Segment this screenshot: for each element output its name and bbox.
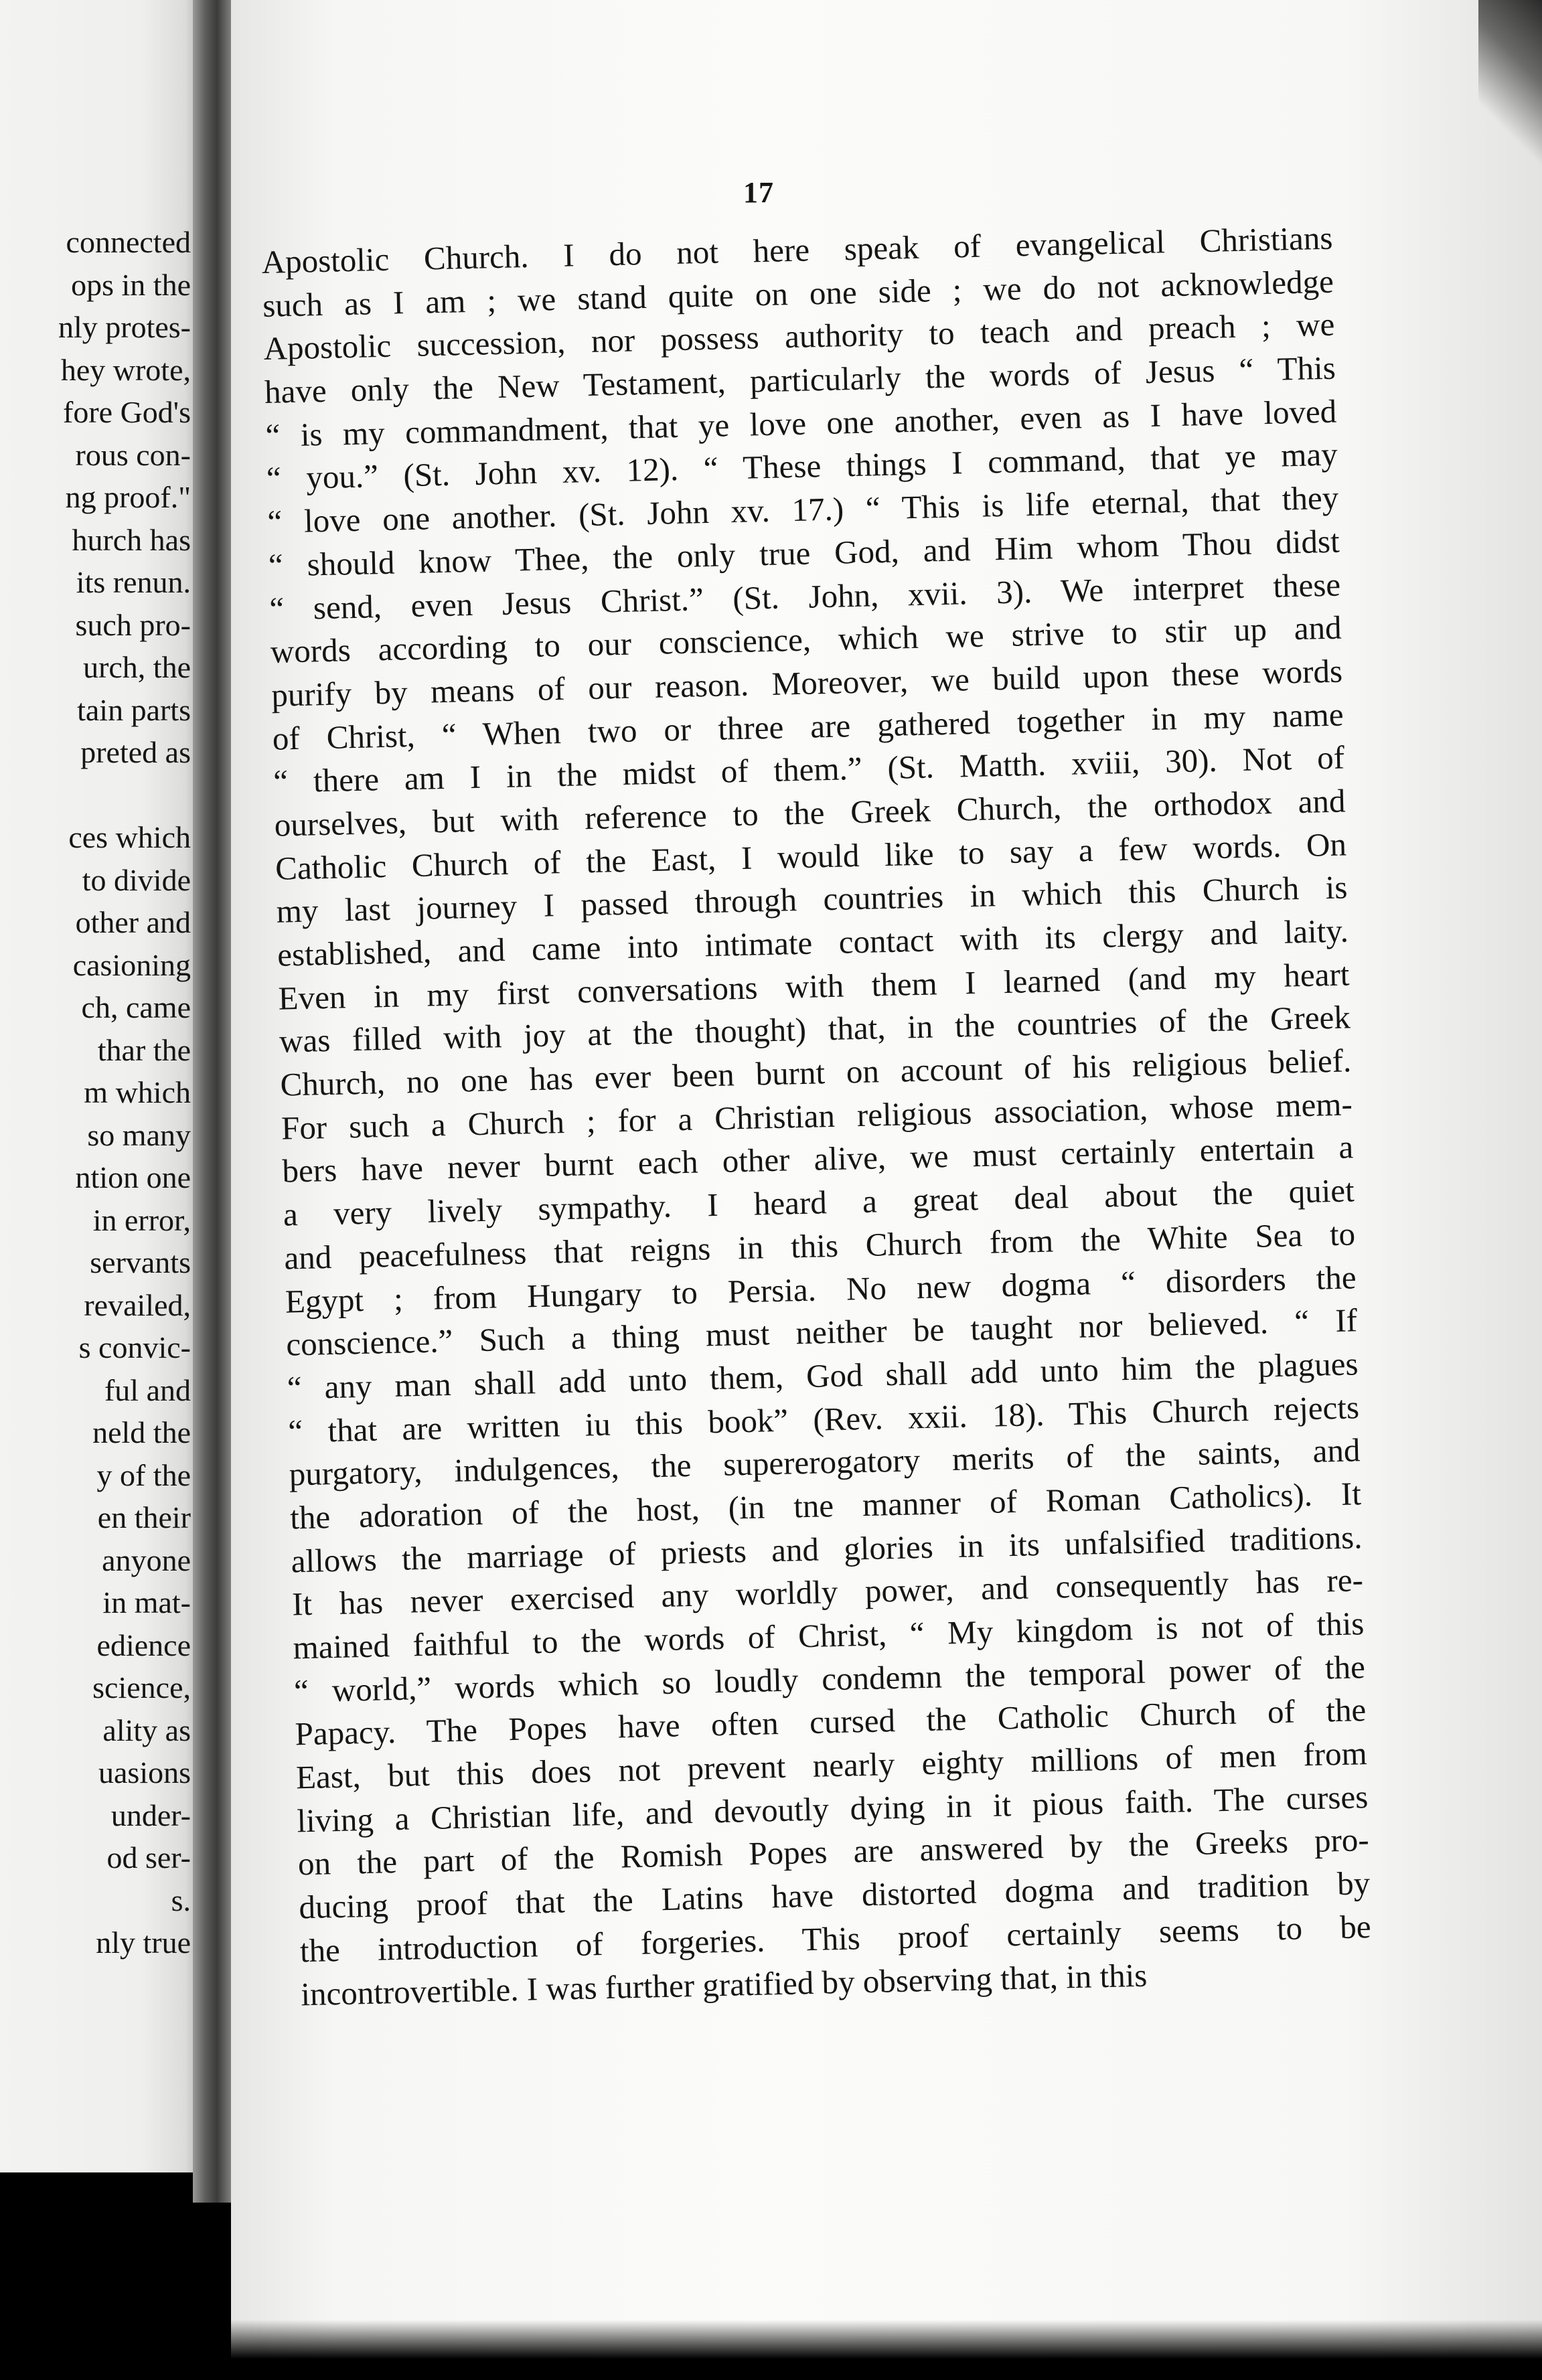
previous-page-line: science, xyxy=(92,1670,191,1704)
body-text-line: “ you.” (St. John xv. 12). “ These things I command, that ye may xyxy=(266,436,1338,497)
previous-page-line: ops in the xyxy=(71,267,191,302)
page-number: 17 xyxy=(743,176,774,209)
body-text-line: East, but this does not prevent nearly eighty millions of men from xyxy=(295,1735,1368,1796)
body-text-line: living a Christian life, and devoutly dying in it pious faith. The curses xyxy=(296,1777,1369,1840)
previous-page-line: rous con- xyxy=(75,437,191,472)
previous-page-line: such pro- xyxy=(75,607,191,642)
previous-page-line: ng proof." xyxy=(65,480,191,514)
body-text-line: the introduction of forgeries. This proof certainly seems to be xyxy=(299,1907,1372,1970)
previous-page-line: hurch has xyxy=(72,522,191,557)
previous-page-line: m which xyxy=(84,1075,191,1109)
body-text-line: “ send, even Jesus Christ.” (St. John, xvii. 3). We interpret these xyxy=(268,566,1341,627)
previous-page-line: to divide xyxy=(82,862,191,897)
body-text-line: “ should know Thee, the only true God, and Him whom Thou didst xyxy=(268,522,1340,584)
body-text-line: Catholic Church of the East, I would like to say a few words. On xyxy=(275,825,1347,887)
body-text-line: purgatory, indulgences, the supererogatory merits of the saints, and xyxy=(289,1431,1361,1493)
previous-page-line: nly protes- xyxy=(58,310,191,344)
body-text-line: Egypt ; from Hungary to Persia. No new dogma “ disorders the xyxy=(285,1258,1357,1320)
body-text-line: Apostolic Church. I do not here speak of evangelical Christians xyxy=(261,219,1333,281)
previous-page-line: ful and xyxy=(104,1372,191,1407)
previous-page-line: under- xyxy=(110,1798,191,1832)
previous-page-line: in mat- xyxy=(102,1585,191,1619)
body-text-line: and peacefulness that reigns in this Church from the White Sea to xyxy=(283,1215,1356,1277)
previous-page-line: ality as xyxy=(102,1713,191,1747)
body-text-line: Papacy. The Popes have often cursed the Catholic Church of the xyxy=(294,1691,1367,1753)
body-text-line: incontrovertible. I was further gratified by observing that, in this xyxy=(300,1956,1148,2012)
previous-page-line: servants xyxy=(90,1245,191,1279)
previous-page-line: in error, xyxy=(92,1202,191,1237)
body-text-line: Church, no one has ever been burnt on account of his religious belief. xyxy=(279,1042,1352,1103)
previous-page-line: preted as xyxy=(80,735,191,769)
previous-page-line: s convic- xyxy=(78,1330,191,1364)
body-text-line: “ world,” words which so loudly condemn the temporal power of the xyxy=(293,1648,1366,1710)
body-text-line: Apostolic succession, nor possess authority to teach and preach ; we xyxy=(263,306,1335,368)
body-text-line: “ any man shall add unto them, God shall add unto him the plagues xyxy=(287,1345,1359,1407)
previous-page-line: anyone xyxy=(102,1542,191,1577)
body-text-line: “ that are written iu this book” (Rev. xxii. 18). This Church rejects xyxy=(287,1388,1360,1450)
body-text-line: mained faithful to the words of Christ, “ My kingdom is not of this xyxy=(293,1605,1365,1666)
body-text-line: a very lively sympathy. I heard a great deal about the quiet xyxy=(283,1172,1355,1233)
previous-page-line: connected xyxy=(66,225,191,259)
body-text-line: purify by means of our reason. Moreover, we build upon these words xyxy=(271,652,1343,714)
body-text-line: was filled with joy at the thought) that, in the countries of the Greek xyxy=(279,998,1351,1060)
previous-page-line: y of the xyxy=(96,1457,191,1492)
body-text-line: ducing proof that the Latins have distorted dogma and tradition by xyxy=(298,1865,1371,1926)
previous-page-line: neld the xyxy=(92,1415,191,1449)
body-text-line: ourselves, but with reference to the Greek Church, the orthodox and xyxy=(274,782,1346,844)
previous-page-line: ces which xyxy=(68,820,191,854)
body-text-line: bers have never burnt each other alive, we must certainly entertain a xyxy=(281,1128,1354,1190)
body-text-line: For such a Church ; for a Christian religious association, whose mem- xyxy=(281,1085,1353,1147)
previous-page-text xyxy=(0,221,191,1964)
body-text-line: established, and came into intimate contact with its clergy and laity. xyxy=(277,912,1349,973)
previous-page-line: en their xyxy=(97,1500,191,1534)
body-text-line: words according to our conscience, which we strive to stir up and xyxy=(270,609,1342,671)
body-text-line: conscience.” Such a thing must neither be taught nor believed. “ If xyxy=(285,1301,1358,1363)
previous-page-line: revailed, xyxy=(84,1287,191,1322)
body-text-line: Even in my first conversations with them I learned (and my heart xyxy=(278,955,1350,1017)
previous-page-line: nly true xyxy=(96,1925,191,1960)
previous-page-line: its renun. xyxy=(76,565,191,599)
previous-page-line: ntion one xyxy=(75,1160,191,1194)
previous-page-edge xyxy=(0,0,201,2172)
body-text-line: such as I am ; we stand quite on one side ; we do not acknowledge xyxy=(262,262,1334,324)
previous-page-line: casioning xyxy=(72,947,191,982)
previous-page-line: fore God's xyxy=(63,395,191,429)
body-text-line: “ love one another. (St. John xv. 17.) “ This is life eternal, that they xyxy=(266,479,1339,541)
previous-page-line: s. xyxy=(171,1883,191,1917)
previous-page-line xyxy=(0,774,191,817)
body-text-line: It has never exercised any worldly power, and consequently has re- xyxy=(291,1561,1364,1623)
previous-page-line: tain parts xyxy=(77,692,191,727)
previous-page-line: ch, came xyxy=(81,990,191,1024)
previous-page-line: other and xyxy=(75,905,191,939)
body-text-line: allows the marriage of priests and glories in its unfalsified traditions. xyxy=(291,1518,1363,1580)
previous-page-line: od ser- xyxy=(106,1840,191,1875)
page-body-text xyxy=(261,217,1373,2016)
previous-page-line: so many xyxy=(87,1117,191,1152)
book-gutter xyxy=(193,0,233,2203)
body-text-line: on the part of the Romish Popes are answered by the Greeks pro- xyxy=(297,1821,1370,1883)
scan-bottom-shadow xyxy=(0,2320,1542,2380)
body-text-line: my last journey I passed through countries in which this Church is xyxy=(276,868,1348,931)
body-text-line: have only the New Testament, particularly the words of Jesus “ This xyxy=(264,349,1336,410)
previous-page-line: hey wrote, xyxy=(60,352,191,387)
body-text-line: “ is my commandment, that ye love one another, even as I have loved xyxy=(264,392,1337,454)
previous-page-line: uasions xyxy=(98,1755,191,1790)
body-text-line: the adoration of the host, (in tne manner of Roman Catholics). It xyxy=(289,1475,1362,1536)
previous-page-line: edience xyxy=(96,1628,191,1662)
body-text-line: “ there am I in the midst of them.” (St. Matth. xviii, 30). Not of xyxy=(273,738,1345,801)
body-text-line: of Christ, “ When two or three are gathered together in my name xyxy=(272,696,1344,757)
previous-page-line: urch, the xyxy=(83,650,191,684)
previous-page-line: thar the xyxy=(97,1032,191,1067)
